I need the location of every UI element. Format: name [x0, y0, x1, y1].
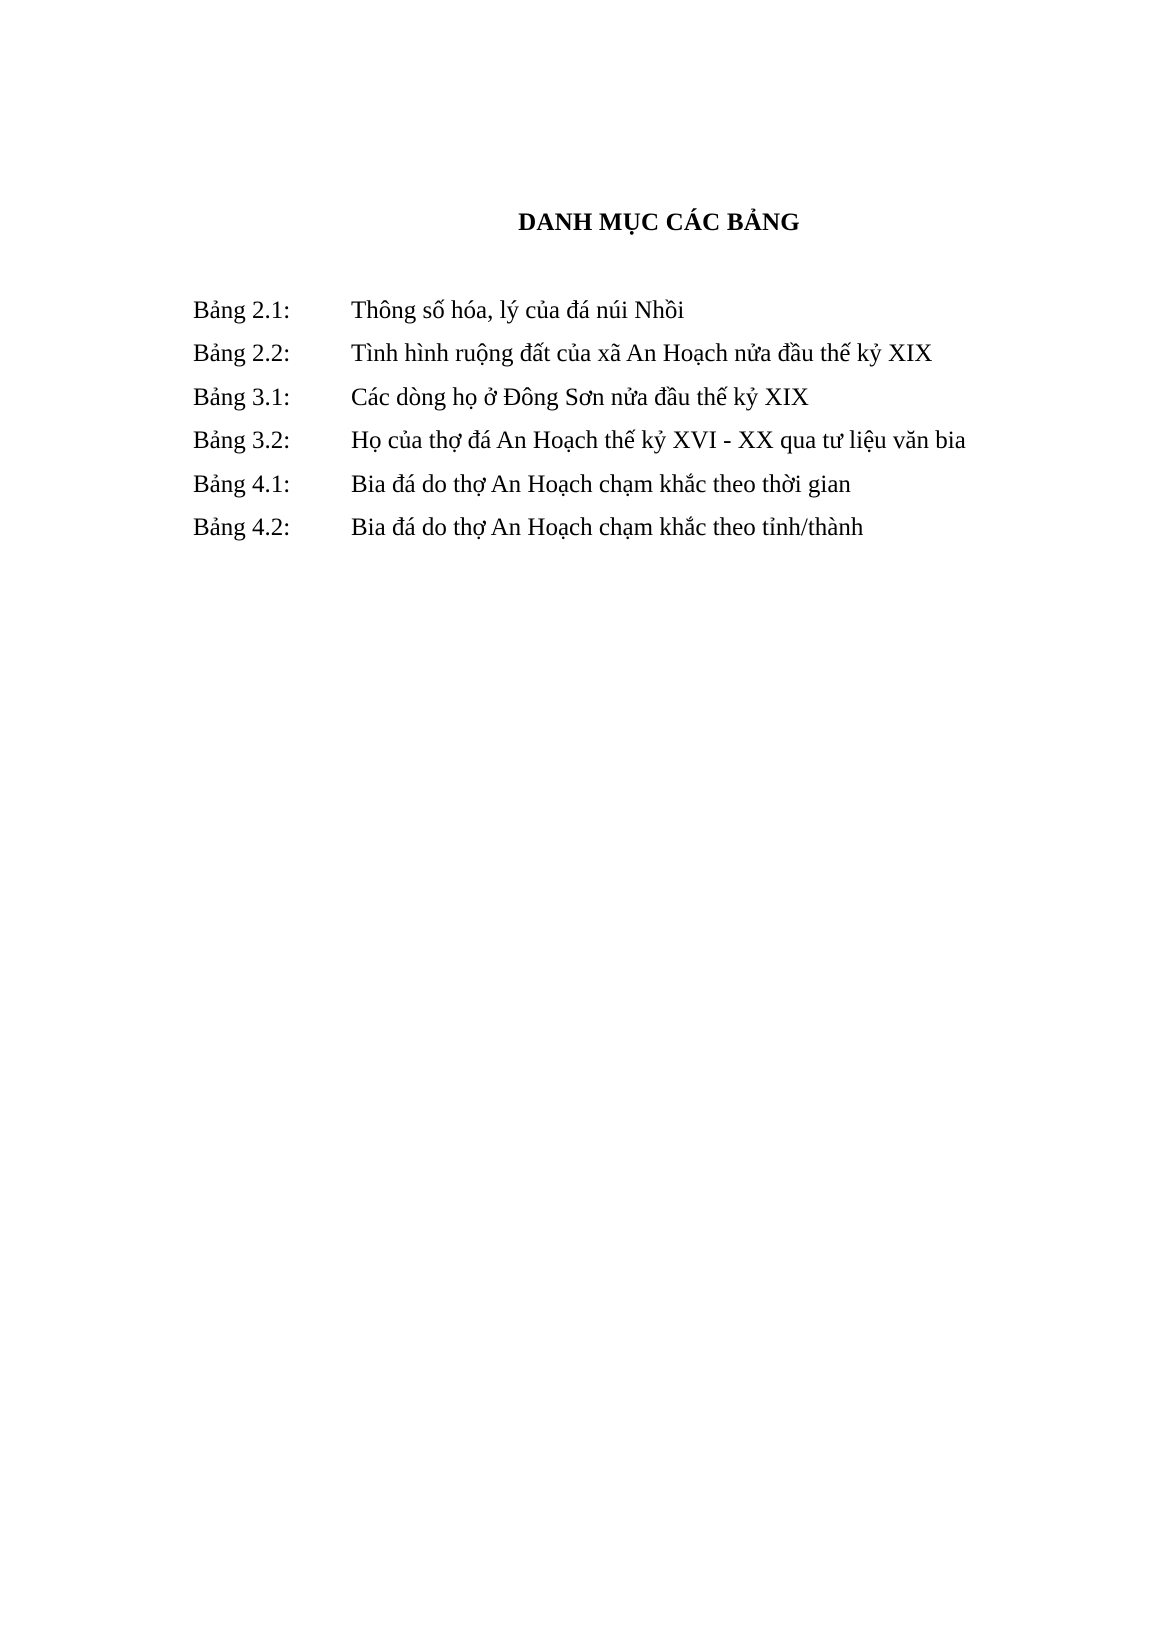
table-description: Các dòng họ ở Đông Sơn nửa đầu thế kỷ XIX — [351, 383, 809, 411]
table-label: Bảng 2.2: — [193, 340, 291, 368]
table-label: Bảng 4.2: — [193, 514, 291, 542]
list-item — [193, 333, 966, 377]
table-description: Bia đá do thợ An Hoạch chạm khắc theo tỉnh/thành — [351, 514, 864, 542]
page-title: DANH MỤC CÁC BẢNG — [518, 209, 800, 236]
list-item — [193, 420, 966, 464]
list-item — [193, 463, 966, 507]
table-description: Tình hình ruộng đất của xã An Hoạch nửa đầu thế kỷ XIX — [351, 340, 933, 368]
table-description: Họ của thợ đá An Hoạch thế kỷ XVI - XX qua tư liệu văn bia — [351, 427, 966, 455]
list-item — [193, 376, 966, 420]
table-description: Thông số hóa, lý của đá núi Nhồi — [351, 296, 685, 324]
list-item — [193, 289, 966, 333]
list-item — [193, 507, 966, 551]
table-list — [193, 289, 966, 550]
table-label: Bảng 4.1: — [193, 470, 291, 498]
table-label: Bảng 3.2: — [193, 427, 291, 455]
table-label: Bảng 3.1: — [193, 383, 291, 411]
table-description: Bia đá do thợ An Hoạch chạm khắc theo thời gian — [351, 470, 851, 498]
table-label: Bảng 2.1: — [193, 296, 291, 324]
